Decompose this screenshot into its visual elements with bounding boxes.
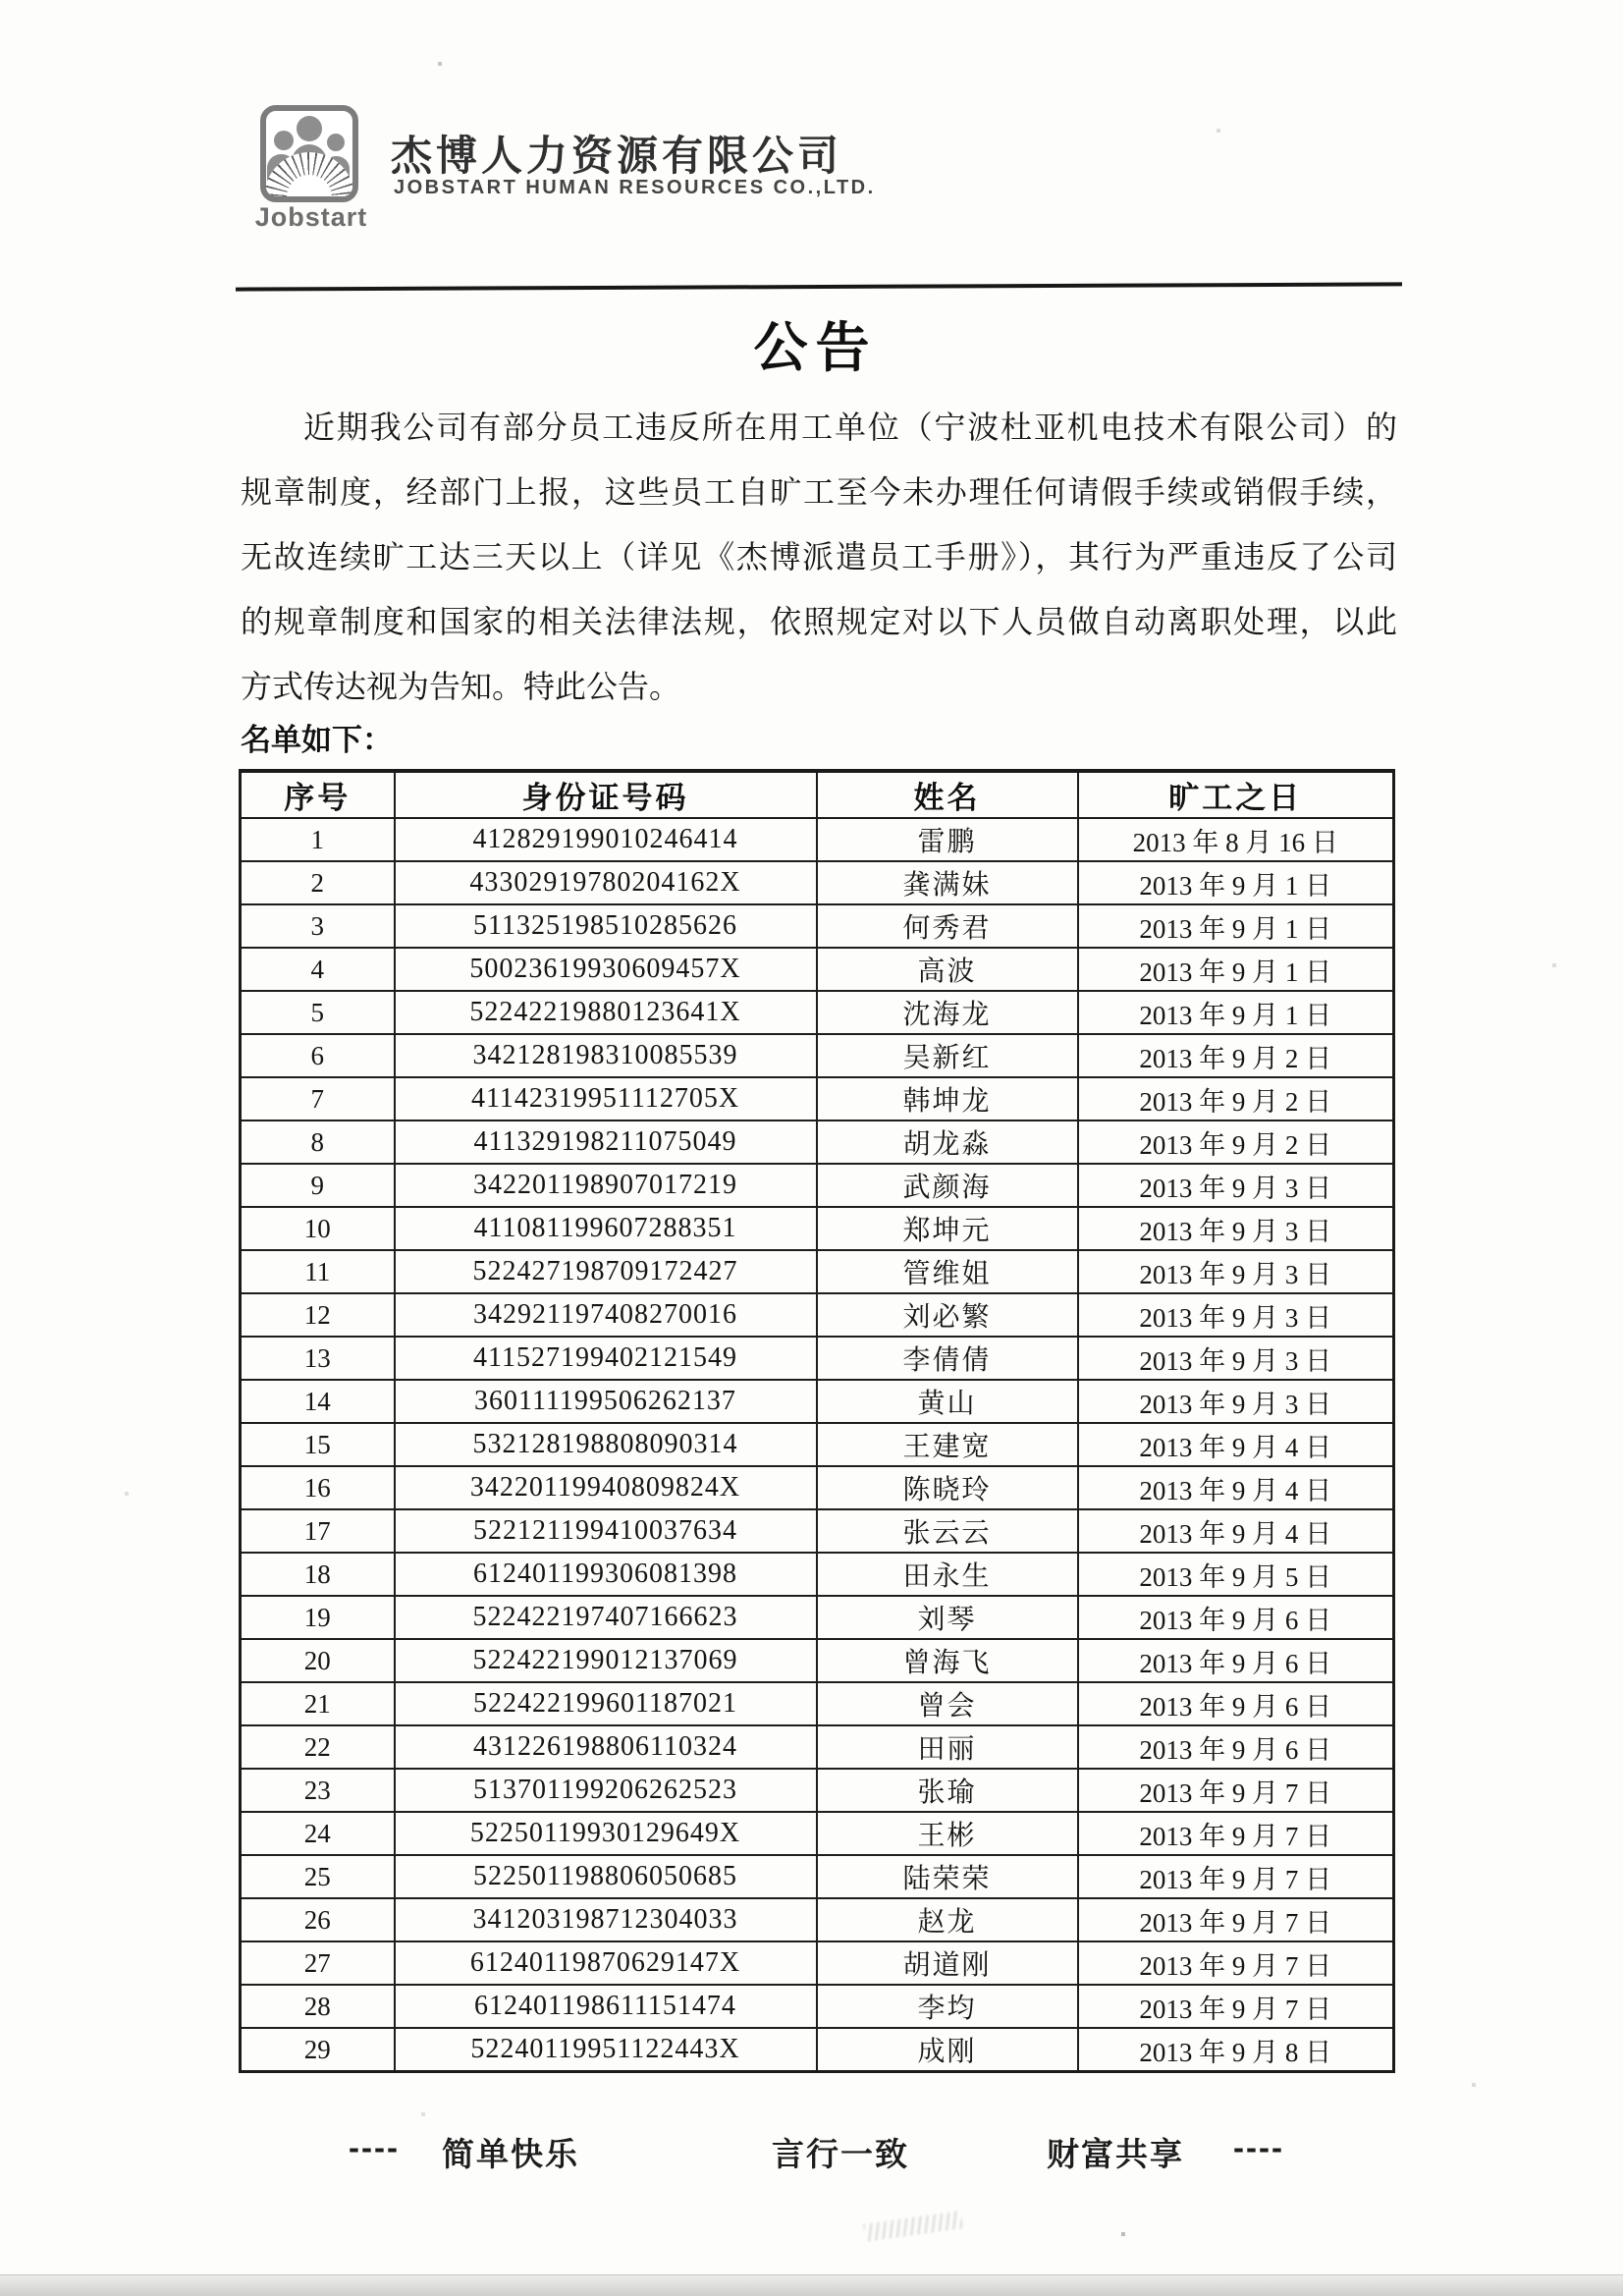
table-row [241,1466,1394,1509]
row-no: 8 [241,1121,395,1164]
row-absence-date: 2013 年 9 月 5 日 [1078,1553,1394,1596]
row-no: 5 [241,991,395,1034]
row-name: 张瑜 [817,1769,1078,1812]
table-row [241,1164,1394,1207]
row-id-number: 411329198211075049 [395,1121,817,1164]
row-no: 14 [241,1380,395,1423]
table-row [241,1682,1394,1725]
row-no: 7 [241,1077,395,1121]
table-row [241,1553,1394,1596]
table-row [241,1509,1394,1553]
row-name: 何秀君 [817,904,1078,948]
row-id-number: 411081199607288351 [395,1207,817,1250]
roster-table [239,769,1395,2073]
row-id-number: 342921197408270016 [395,1293,817,1337]
table-row [241,1250,1394,1293]
row-id-number: 52250119930129649X [395,1812,817,1855]
row-no: 27 [241,1941,395,1985]
footer-dash-left: ---- [349,2129,400,2165]
scan-noise-speckles [0,0,2,2]
row-name: 刘琴 [817,1596,1078,1639]
row-absence-date: 2013 年 9 月 2 日 [1078,1034,1394,1077]
body-line: 的规章制度和国家的相关法律法规，依照规定对以下人员做自动离职处理，以此 [241,604,1397,639]
row-id-number: 52240119951122443X [395,2028,817,2072]
table-row [241,1812,1394,1855]
table-row [241,861,1394,904]
row-absence-date: 2013 年 9 月 2 日 [1078,1121,1394,1164]
row-no: 12 [241,1293,395,1337]
body-line: 无故连续旷工达三天以上（详见《杰博派遣员工手册》），其行为严重违反了公司 [241,539,1397,574]
row-no: 21 [241,1682,395,1725]
document-title: 公告 [753,318,878,378]
person-icon [297,116,322,141]
row-name: 田丽 [817,1725,1078,1769]
column-header-date: 旷工之日 [1078,771,1394,818]
table-row [241,1898,1394,1941]
roster-table-body [241,818,1394,2072]
row-id-number: 52242219880123641X [395,991,817,1034]
row-name: 李均 [817,1985,1078,2028]
announcement-body [241,395,1397,719]
row-name: 胡道刚 [817,1941,1078,1985]
table-row [241,904,1394,948]
row-no: 16 [241,1466,395,1509]
row-no: 20 [241,1639,395,1682]
row-no: 18 [241,1553,395,1596]
column-header-name: 姓名 [817,771,1078,818]
row-no: 6 [241,1034,395,1077]
footer-slogan: 财富共享 [1047,2136,1184,2172]
row-name: 黄山 [817,1380,1078,1423]
row-absence-date: 2013 年 9 月 3 日 [1078,1207,1394,1250]
row-name: 沈海龙 [817,991,1078,1034]
row-absence-date: 2013 年 9 月 3 日 [1078,1337,1394,1380]
row-no: 22 [241,1725,395,1769]
row-id-number: 513701199206262523 [395,1769,817,1812]
table-row [241,1769,1394,1812]
footer-dash-right: ---- [1233,2129,1284,2165]
company-name-en: JOBSTART HUMAN RESOURCES CO.,LTD. [394,177,876,198]
row-absence-date: 2013 年 9 月 6 日 [1078,1682,1394,1725]
scan-smudge-artifact [863,2211,963,2242]
person-icon [327,134,345,151]
row-no: 19 [241,1596,395,1639]
row-id-number: 522501198806050685 [395,1855,817,1898]
table-row [241,1855,1394,1898]
page-edge-shadow [0,2274,1623,2296]
row-name: 王彬 [817,1812,1078,1855]
row-no: 10 [241,1207,395,1250]
row-name: 刘必繁 [817,1293,1078,1337]
row-absence-date: 2013 年 9 月 7 日 [1078,1855,1394,1898]
row-name: 胡龙淼 [817,1121,1078,1164]
column-header-no: 序号 [241,771,395,818]
row-absence-date: 2013 年 9 月 7 日 [1078,1812,1394,1855]
row-absence-date: 2013 年 9 月 7 日 [1078,1769,1394,1812]
table-row [241,1423,1394,1466]
row-absence-date: 2013 年 9 月 1 日 [1078,904,1394,948]
row-absence-date: 2013 年 9 月 4 日 [1078,1423,1394,1466]
row-name: 高波 [817,948,1078,991]
table-header-row [241,771,1394,818]
row-no: 29 [241,2028,395,2072]
row-name: 吴新红 [817,1034,1078,1077]
row-absence-date: 2013 年 9 月 7 日 [1078,1941,1394,1985]
table-row [241,2028,1394,2072]
row-id-number: 34220119940809824X [395,1466,817,1509]
table-row [241,991,1394,1034]
row-no: 2 [241,861,395,904]
table-row [241,1121,1394,1164]
row-name: 陈晓玲 [817,1466,1078,1509]
row-absence-date: 2013 年 9 月 1 日 [1078,948,1394,991]
row-id-number: 431226198806110324 [395,1725,817,1769]
row-absence-date: 2013 年 9 月 8 日 [1078,2028,1394,2072]
row-name: 郑坤元 [817,1207,1078,1250]
row-name: 管维姐 [817,1250,1078,1293]
row-id-number: 522427198709172427 [395,1250,817,1293]
row-absence-date: 2013 年 9 月 4 日 [1078,1509,1394,1553]
row-absence-date: 2013 年 9 月 2 日 [1078,1077,1394,1121]
row-name: 张云云 [817,1509,1078,1553]
table-row [241,1380,1394,1423]
row-name: 田永生 [817,1553,1078,1596]
row-absence-date: 2013 年 9 月 3 日 [1078,1293,1394,1337]
row-id-number: 532128198808090314 [395,1423,817,1466]
body-line: 方式传达视为告知。特此公告。 [241,669,681,704]
row-absence-date: 2013 年 9 月 1 日 [1078,861,1394,904]
row-id-number: 522422199601187021 [395,1682,817,1725]
row-no: 1 [241,818,395,861]
row-id-number: 41142319951112705X [395,1077,817,1121]
row-id-number: 342201198907017219 [395,1164,817,1207]
row-absence-date: 2013 年 9 月 6 日 [1078,1639,1394,1682]
row-id-number: 61240119870629147X [395,1941,817,1985]
row-no: 9 [241,1164,395,1207]
row-id-number: 522121199410037634 [395,1509,817,1553]
row-no: 13 [241,1337,395,1380]
table-row [241,1034,1394,1077]
row-name: 武颜海 [817,1164,1078,1207]
row-no: 28 [241,1985,395,2028]
row-absence-date: 2013 年 9 月 6 日 [1078,1596,1394,1639]
company-name-cn: 杰博人力资源有限公司 [391,133,843,179]
row-no: 3 [241,904,395,948]
row-absence-date: 2013 年 9 月 3 日 [1078,1250,1394,1293]
body-line: 近期我公司有部分员工违反所在用工单位（宁波杜亚机电技术有限公司）的 [303,410,1397,445]
table-row [241,1077,1394,1121]
row-id-number: 341203198712304033 [395,1898,817,1941]
table-row [241,1293,1394,1337]
row-no: 26 [241,1898,395,1941]
row-name: 龚满妹 [817,861,1078,904]
row-id-number: 411527199402121549 [395,1337,817,1380]
row-absence-date: 2013 年 9 月 3 日 [1078,1164,1394,1207]
row-absence-date: 2013 年 9 月 6 日 [1078,1725,1394,1769]
footer-slogan: 简单快乐 [442,2136,579,2172]
row-id-number: 511325198510285626 [395,904,817,948]
list-intro-label: 名单如下： [241,723,393,757]
row-absence-date: 2013 年 8 月 16 日 [1078,818,1394,861]
row-id-number: 522422199012137069 [395,1639,817,1682]
row-absence-date: 2013 年 9 月 4 日 [1078,1466,1394,1509]
table-row [241,1725,1394,1769]
row-absence-date: 2013 年 9 月 1 日 [1078,991,1394,1034]
body-line: 规章制度，经部门上报，这些员工自旷工至今未办理任何请假手续或销假手续， [241,474,1397,510]
row-absence-date: 2013 年 9 月 3 日 [1078,1380,1394,1423]
row-no: 4 [241,948,395,991]
table-row [241,948,1394,991]
row-name: 成刚 [817,2028,1078,2072]
person-icon [274,131,294,150]
row-no: 17 [241,1509,395,1553]
table-row [241,1207,1394,1250]
row-name: 曾海飞 [817,1639,1078,1682]
row-absence-date: 2013 年 9 月 7 日 [1078,1898,1394,1941]
jobstart-logo-icon [260,105,358,202]
row-name: 赵龙 [817,1898,1078,1941]
table-row [241,1985,1394,2028]
row-name: 韩坤龙 [817,1077,1078,1121]
logo-brand-text: Jobstart [254,202,368,232]
row-name: 王建宽 [817,1423,1078,1466]
row-absence-date: 2013 年 9 月 7 日 [1078,1985,1394,2028]
row-id-number: 43302919780204162X [395,861,817,904]
row-id-number: 342128198310085539 [395,1034,817,1077]
row-no: 11 [241,1250,395,1293]
row-name: 李倩倩 [817,1337,1078,1380]
column-header-id: 身份证号码 [395,771,817,818]
row-no: 23 [241,1769,395,1812]
row-name: 雷鹏 [817,818,1078,861]
table-row [241,1941,1394,1985]
row-id-number: 50023619930609457X [395,948,817,991]
row-id-number: 522422197407166623 [395,1596,817,1639]
row-name: 曾会 [817,1682,1078,1725]
footer-slogan: 言行一致 [772,2136,909,2172]
row-id-number: 612401199306081398 [395,1553,817,1596]
row-id-number: 360111199506262137 [395,1380,817,1423]
row-id-number: 612401198611151474 [395,1985,817,2028]
table-row [241,1639,1394,1682]
table-row [241,1596,1394,1639]
header-divider-rule [236,282,1402,291]
row-name: 陆荣荣 [817,1855,1078,1898]
row-no: 24 [241,1812,395,1855]
table-row [241,1337,1394,1380]
row-no: 15 [241,1423,395,1466]
row-no: 25 [241,1855,395,1898]
table-row [241,818,1394,861]
row-id-number: 412829199010246414 [395,818,817,861]
